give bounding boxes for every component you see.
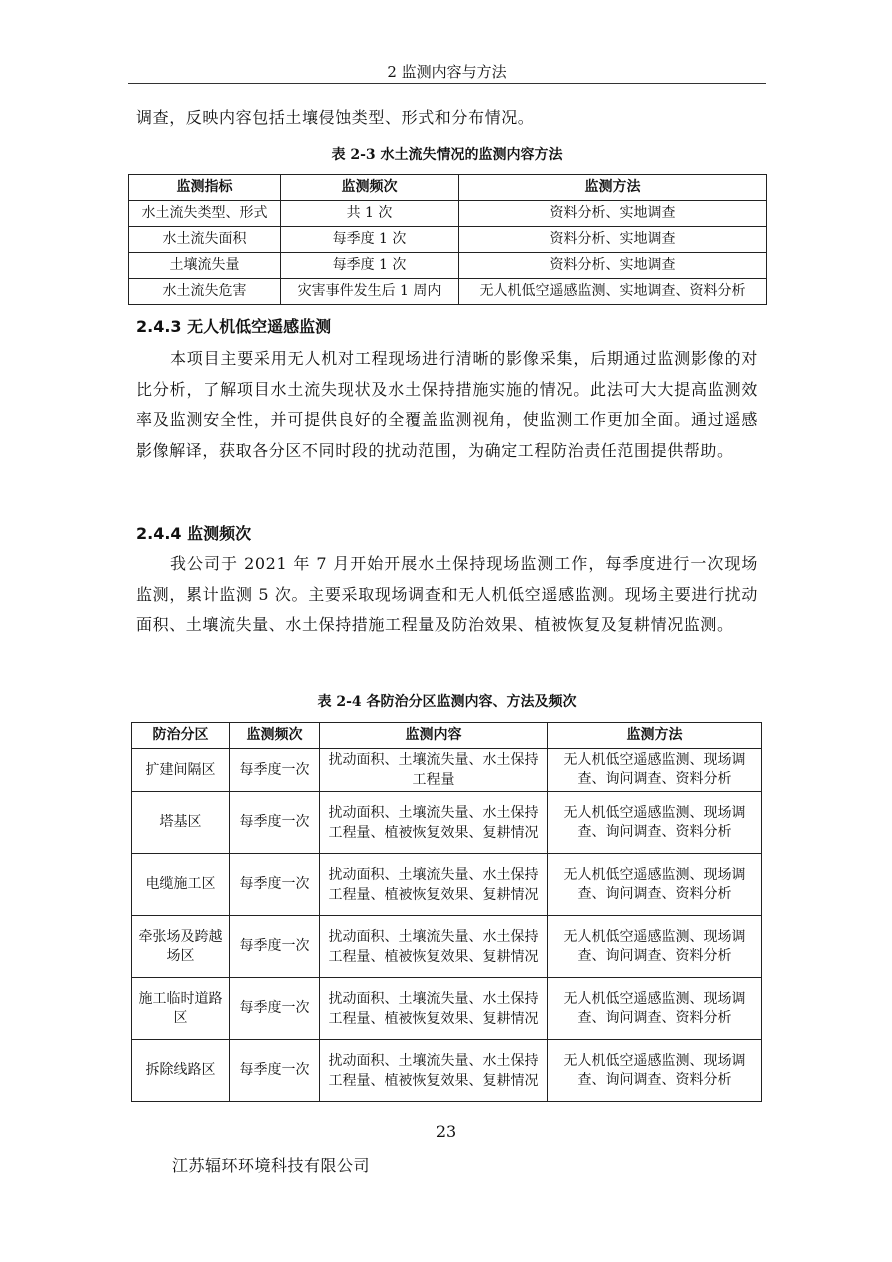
section-heading-2-4-4: 2.4.4 监测频次 bbox=[136, 524, 252, 543]
table-cell: 资料分析、实地调查 bbox=[459, 201, 767, 227]
table-row bbox=[132, 854, 762, 916]
table-row bbox=[129, 279, 767, 305]
table-cell: 灾害事件发生后 1 周内 bbox=[281, 279, 459, 305]
table-row bbox=[129, 253, 767, 279]
table-cell: 牵张场及跨越场区 bbox=[132, 916, 230, 978]
table-row bbox=[132, 749, 762, 792]
table-2-4 bbox=[131, 722, 762, 1102]
table-cell: 无人机低空遥感监测、现场调查、询问调查、资料分析 bbox=[548, 749, 762, 792]
table-2-4-caption: 表 2-4 各防治分区监测内容、方法及频次 bbox=[317, 694, 577, 710]
table-cell: 水土流失类型、形式 bbox=[129, 201, 281, 227]
table-cell: 共 1 次 bbox=[281, 201, 459, 227]
section-2-4-3-paragraph: 本项目主要采用无人机对工程现场进行清晰的影像采集，后期通过监测影像的对比分析，了解项目水土流失现状及水土保持措施实施的情况。此法可大大提高监测效率及监测安全性，并可提供良好的全覆盖监测视角，使监测工作更加全面。通过遥感影像解译，获取各分区不同时段的扰动范围，为确定工程防治责任范围提供帮助。 bbox=[136, 349, 758, 460]
table-cell: 扰动面积、土壤流失量、水土保持工程量、植被恢复效果、复耕情况 bbox=[320, 854, 548, 916]
table-cell: 每季度一次 bbox=[230, 792, 320, 854]
table-cell: 扰动面积、土壤流失量、水土保持工程量、植被恢复效果、复耕情况 bbox=[320, 792, 548, 854]
table-cell: 拆除线路区 bbox=[132, 1040, 230, 1102]
table-cell: 无人机低空遥感监测、现场调查、询问调查、资料分析 bbox=[548, 792, 762, 854]
table-cell: 扰动面积、土壤流失量、水土保持工程量 bbox=[320, 749, 548, 792]
table-row bbox=[129, 201, 767, 227]
table-cell: 资料分析、实地调查 bbox=[459, 227, 767, 253]
section-heading-2-4-3: 2.4.3 无人机低空遥感监测 bbox=[136, 317, 332, 336]
table-cell: 每季度一次 bbox=[230, 1040, 320, 1102]
table-cell: 无人机低空遥感监测、实地调查、资料分析 bbox=[459, 279, 767, 305]
table-row bbox=[132, 978, 762, 1040]
table-cell: 施工临时道路区 bbox=[132, 978, 230, 1040]
table-cell: 每季度 1 次 bbox=[281, 227, 459, 253]
table-row bbox=[132, 792, 762, 854]
table-cell: 每季度一次 bbox=[230, 978, 320, 1040]
table-row bbox=[129, 227, 767, 253]
company-name: 江苏辐环环境科技有限公司 bbox=[172, 1156, 371, 1175]
table-2-3-caption: 表 2-3 水土流失情况的监测内容方法 bbox=[331, 147, 563, 163]
table-cell: 电缆施工区 bbox=[132, 854, 230, 916]
column-header: 监测方法 bbox=[548, 723, 762, 749]
table-cell: 每季度一次 bbox=[230, 749, 320, 792]
table-header-row bbox=[132, 723, 762, 749]
table-cell: 扰动面积、土壤流失量、水土保持工程量、植被恢复效果、复耕情况 bbox=[320, 1040, 548, 1102]
table-cell: 资料分析、实地调查 bbox=[459, 253, 767, 279]
table-cell: 无人机低空遥感监测、现场调查、询问调查、资料分析 bbox=[548, 978, 762, 1040]
table-cell: 塔基区 bbox=[132, 792, 230, 854]
column-header: 监测指标 bbox=[129, 175, 281, 201]
column-header: 监测频次 bbox=[281, 175, 459, 201]
table-cell: 每季度一次 bbox=[230, 916, 320, 978]
table-cell: 无人机低空遥感监测、现场调查、询问调查、资料分析 bbox=[548, 1040, 762, 1102]
table-cell: 每季度 1 次 bbox=[281, 253, 459, 279]
column-header: 监测频次 bbox=[230, 723, 320, 749]
intro-line: 调查，反映内容包括土壤侵蚀类型、形式和分布情况。 bbox=[136, 108, 535, 127]
table-cell: 水土流失面积 bbox=[129, 227, 281, 253]
table-2-3 bbox=[128, 174, 767, 305]
header-rule bbox=[128, 83, 766, 84]
table-cell: 无人机低空遥感监测、现场调查、询问调查、资料分析 bbox=[548, 916, 762, 978]
table-cell: 扰动面积、土壤流失量、水土保持工程量、植被恢复效果、复耕情况 bbox=[320, 916, 548, 978]
table-cell: 每季度一次 bbox=[230, 854, 320, 916]
table-cell: 扩建间隔区 bbox=[132, 749, 230, 792]
table-cell: 扰动面积、土壤流失量、水土保持工程量、植被恢复效果、复耕情况 bbox=[320, 978, 548, 1040]
table-row bbox=[132, 916, 762, 978]
page-number: 23 bbox=[435, 1122, 457, 1141]
table-cell: 水土流失危害 bbox=[129, 279, 281, 305]
table-header-row bbox=[129, 175, 767, 201]
column-header: 监测内容 bbox=[320, 723, 548, 749]
page-header: 2 监测内容与方法 bbox=[387, 63, 507, 81]
table-row bbox=[132, 1040, 762, 1102]
table-cell: 无人机低空遥感监测、现场调查、询问调查、资料分析 bbox=[548, 854, 762, 916]
column-header: 防治分区 bbox=[132, 723, 230, 749]
section-2-4-4-paragraph: 我公司于 2021 年 7 月开始开展水土保持现场监测工作，每季度进行一次现场监测，累计监测 5 次。主要采取现场调查和无人机低空遥感监测。现场主要进行扰动面积、土壤流失量、水土保持措施工程量及防治效果、植被恢复及复耕情况监测。 bbox=[136, 554, 758, 634]
column-header: 监测方法 bbox=[459, 175, 767, 201]
table-cell: 土壤流失量 bbox=[129, 253, 281, 279]
